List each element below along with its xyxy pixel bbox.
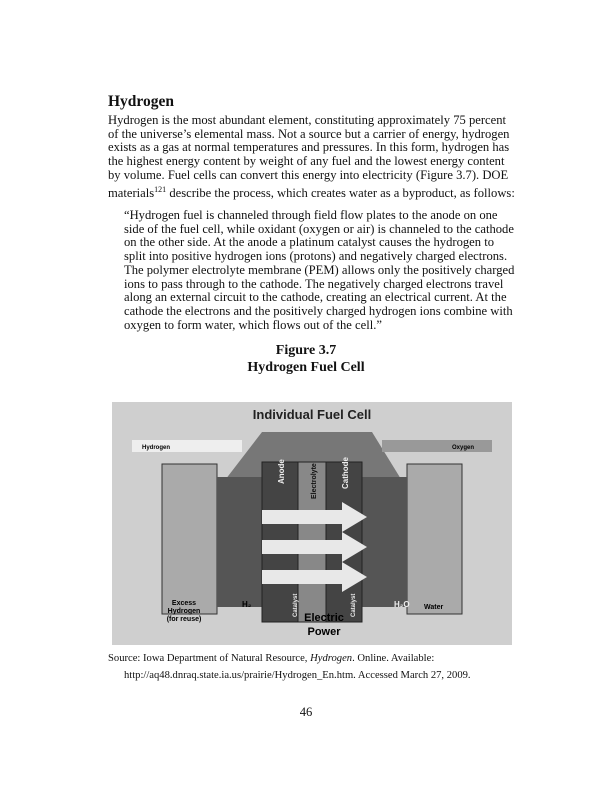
source-text-end: . Online. Available: bbox=[352, 653, 435, 664]
footnote-ref[interactable]: 121 bbox=[154, 184, 167, 194]
figure-title: Hydrogen Fuel Cell bbox=[247, 360, 365, 375]
excess-label-3: (for reuse) bbox=[166, 616, 202, 623]
water-label: Water bbox=[424, 604, 444, 611]
oxygen-inlet bbox=[382, 440, 492, 452]
figure-number: Figure 3.7 bbox=[275, 343, 337, 358]
oxygen-label: Oxygen bbox=[452, 445, 475, 451]
right-plate bbox=[407, 464, 462, 614]
electric-label: Electric bbox=[304, 612, 344, 624]
oxygen-channel bbox=[362, 477, 407, 607]
fuel-cell-diagram bbox=[112, 402, 512, 645]
source-title: Hydrogen bbox=[310, 653, 353, 664]
source-url[interactable]: http://aq48.dnraq.state.ia.us/prairie/Hydrogen_En.htm. Accessed March 27, 2009. bbox=[124, 670, 471, 681]
h2-label: H₂ bbox=[242, 600, 252, 609]
block-quote: “Hydrogen fuel is channeled through field flow plates to the anode on one side of the fuel cell, while oxidant (oxygen or air) is channeled to the cathode on the other side. At the anode a platinum catalyst causes the hydrogen to split into positive hydrogen ions (protons) and negatively charged electrons. The polymer electrolyte membrane (PEM) allows only the positively charged ions to pass through to the cathode. The negatively charged electrons travel along an external circuit to the cathode, creating an electrical current. At the cathode the electrons and the positively charged hydrogen ions combine with oxygen to form water, which flows out of the cell.” bbox=[124, 208, 515, 332]
paragraph-text-end: describe the process, which creates water as a byproduct, as follows: bbox=[166, 185, 515, 200]
left-plate bbox=[162, 464, 217, 614]
cathode-catalyst-label: Catalyst bbox=[351, 593, 357, 617]
page-number: 46 bbox=[299, 705, 313, 719]
hydrogen-label: Hydrogen bbox=[142, 445, 171, 451]
power-label: Power bbox=[307, 626, 341, 638]
paragraph-text: Hydrogen is the most abundant element, constituting approximately 75 percent of the universe’s elemental mass. Not a source but a carrier of energy, hydrogen exists as a gas at normal temperatures and pressures. In this form, hydrogen has the highest energy content by weight of any fuel and the lowest energy content by volume. Fuel cells can convert this energy into electricity (Figure 3.7). DOE materials bbox=[108, 113, 510, 200]
excess-label-2: Hydrogen bbox=[167, 608, 201, 615]
source-text: Source: Iowa Department of Natural Resource, bbox=[108, 653, 311, 664]
electrolyte-label: Electrolyte bbox=[311, 463, 318, 499]
figure-source bbox=[108, 650, 471, 684]
cathode-label: Cathode bbox=[341, 457, 350, 489]
hydrogen-channel bbox=[217, 477, 262, 607]
h2o-label: H₂O bbox=[394, 600, 410, 609]
body-paragraph bbox=[108, 114, 518, 200]
anode-catalyst-label: Catalyst bbox=[293, 593, 299, 617]
excess-label-1: Excess bbox=[171, 600, 197, 607]
anode-label: Anode bbox=[277, 459, 286, 484]
proton-arrows bbox=[262, 502, 367, 592]
diagram-title: Individual Fuel Cell bbox=[252, 407, 372, 422]
section-heading: Hydrogen bbox=[108, 93, 175, 110]
